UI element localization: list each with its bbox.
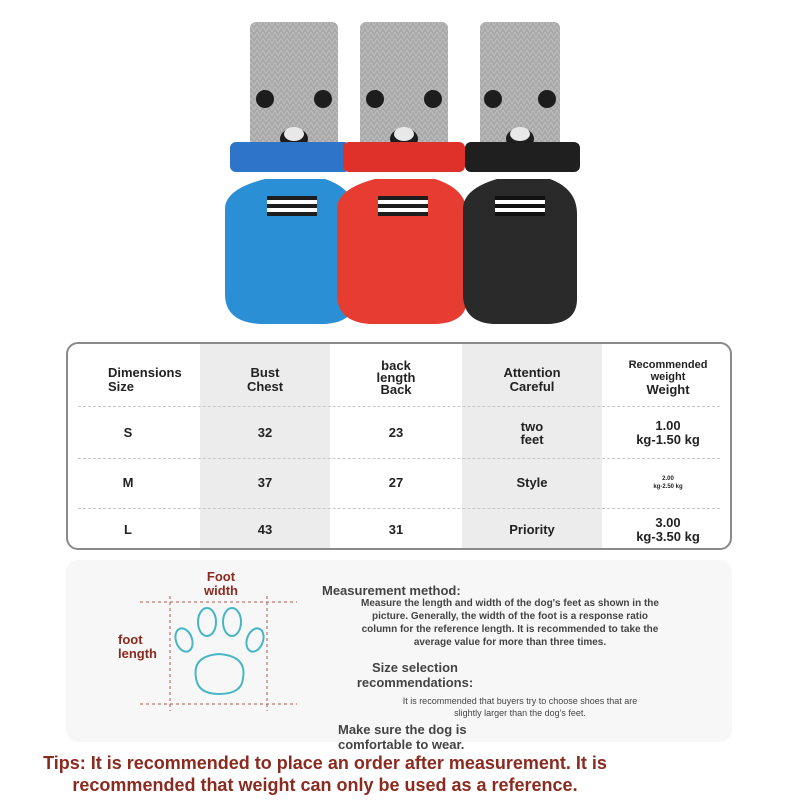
tips-line2: recommended that weight can only be used as a reference.: [72, 775, 578, 795]
row-s-attention: [462, 410, 602, 456]
header-back-line3: Back: [380, 382, 412, 397]
row-s-weight: [602, 410, 732, 456]
header-attention: [462, 358, 602, 402]
row-l-chest: 43: [257, 522, 273, 537]
header-weight: [602, 354, 732, 402]
row-m-attention: Style: [516, 475, 548, 490]
header-dimensions: [108, 358, 198, 402]
row-m-chest: 37: [257, 475, 273, 490]
measurement-body-line4: average value for more than three times.: [413, 637, 607, 648]
measurement-body-line3: column for the reference length. It is recommended to take the: [361, 624, 659, 635]
row-s-attention-line1: two: [520, 419, 544, 434]
black-sock: [463, 22, 580, 324]
foot-length-line1: foot: [118, 632, 143, 647]
row-divider: [78, 508, 720, 509]
blue-sock: [225, 22, 355, 324]
paw-print-icon: [172, 608, 266, 694]
row-m-back: 27: [388, 475, 404, 490]
measurement-title: Measurement method:: [322, 583, 461, 598]
comfort-note-line1: Make sure the dog is: [338, 722, 467, 737]
row-l-weight-line2: kg-3.50 kg: [636, 529, 700, 544]
size-selection-body-line1: It is recommended that buyers try to choose shoes that are: [402, 696, 638, 706]
row-s-attention-line2: feet: [520, 432, 544, 447]
header-dimensions-line1: Dimensions: [108, 365, 182, 380]
size-table: [66, 342, 732, 550]
tips-line1: Tips: It is recommended to place an order after measurement. It is: [43, 753, 607, 773]
row-s-weight-line1: 1.00: [655, 418, 681, 433]
foot-length-line2: length: [118, 646, 157, 661]
header-bust-line2: Chest: [246, 379, 284, 394]
size-selection-title-line1: Size selection: [372, 660, 458, 675]
header-bust: [200, 358, 330, 402]
header-dimensions-line2: Size: [108, 379, 135, 394]
header-weight-line2: weight: [650, 371, 686, 383]
measurement-body-line1: Measure the length and width of the dog's feet as shown in the: [361, 598, 659, 609]
measurement-body: [320, 597, 700, 649]
tips-note: [10, 752, 640, 796]
header-weight-line1: Recommended: [628, 359, 708, 371]
header-weight-line3: Weight: [646, 382, 690, 397]
size-selection-title-line2: recommendations:: [356, 675, 474, 690]
size-selection-title: [330, 660, 500, 690]
row-s-chest: 32: [257, 425, 273, 440]
row-l-size: L: [124, 522, 132, 537]
row-s-size: S: [123, 425, 133, 440]
header-back-line2: length: [376, 370, 416, 385]
foot-width-line1: Foot: [206, 569, 236, 584]
row-l-back: 31: [388, 522, 404, 537]
row-s-back: 23: [388, 425, 404, 440]
size-selection-body: [350, 695, 690, 719]
measurement-body-line2: picture. Generally, the width of the foot is a response ratio: [372, 611, 648, 622]
comfort-note-line2: comfortable to wear.: [338, 737, 465, 752]
size-selection-body-line2: slightly larger than the dog's feet.: [454, 708, 586, 718]
row-l-attention: Priority: [509, 522, 555, 537]
row-s-weight-line2: kg-1.50 kg: [636, 432, 700, 447]
row-m-size: M: [122, 475, 134, 490]
comfort-note: [338, 722, 498, 752]
row-l-weight: [602, 510, 732, 550]
product-photo-dog-socks: [215, 14, 585, 329]
header-back-line1: back: [381, 358, 411, 373]
header-attention-line2: Careful: [509, 379, 555, 394]
row-divider: [78, 458, 720, 459]
header-attention-line1: Attention: [503, 365, 561, 380]
row-m-weight-line1: 2.00: [662, 476, 674, 482]
row-m-weight-line2: kg-2.50 kg: [653, 484, 683, 490]
row-divider: [78, 406, 720, 407]
foot-length-label: [118, 633, 168, 661]
foot-width-label: [196, 570, 246, 598]
header-back: [330, 354, 462, 402]
row-m-weight: [602, 460, 732, 506]
header-bust-line1: Bust: [250, 365, 280, 380]
foot-width-line2: width: [204, 583, 238, 598]
red-sock: [337, 22, 467, 324]
row-l-weight-line1: 3.00: [655, 515, 681, 530]
